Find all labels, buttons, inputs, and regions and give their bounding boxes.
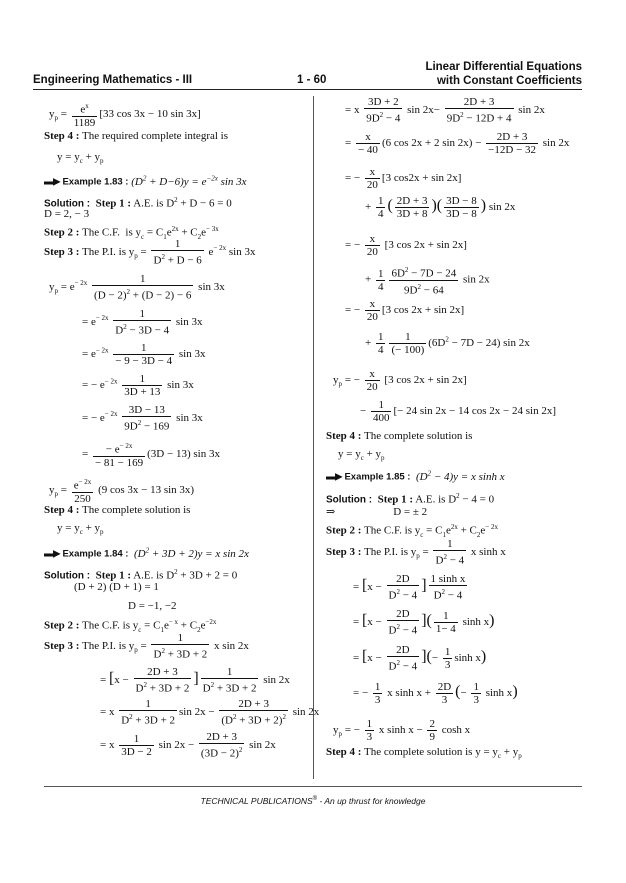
step-2-cf-c: Step 2 : The C.F. is $y_c = C_1e^{2x} + C_2e^{- 2x}$ xyxy=(326,523,498,539)
eq-r-5: = − $\frac{x}{20}$ [3 cos 2x + sin 2x] xyxy=(345,233,467,258)
footer-brand: TECHNICAL PUBLICATIONS xyxy=(200,796,313,806)
header-rule xyxy=(33,89,582,90)
running-header-chapter-title xyxy=(425,60,582,88)
chapter-title-line-2: with Constant Coefficients xyxy=(436,75,582,87)
eq-r-15: $y_p$ = − $\frac{1}{3}$ x sinh x − $\frac{2}{9}$ cosh x xyxy=(333,718,471,743)
eq-pi-expand: = x $\frac{1}{D^2 + 3D + 2}$ sin 2x − $\frac{2D + 3}{(D^2 + 3D + 2)^2}$ sin 2x xyxy=(100,698,320,727)
eq-roots: D = 2, − 3 xyxy=(44,208,90,220)
eq-r-3: = − $\frac{x}{20}$ [3 cos2x + sin 2x] xyxy=(345,166,462,191)
step-4-final-c: Step 4 : The complete solution is $y = y_c + y_p$ xyxy=(326,746,522,761)
eq-simplify-4: = − $e^{- 2x}$ $\frac{3D - 13}{9D^2 - 169}$ sin 3x xyxy=(82,404,203,433)
eq-pi-formula: = [x − $\frac{2D + 3}{D^2 + 3D + 2}$ ] $\frac{1}{D^2 + 3D + 2}$ sin 2x xyxy=(100,666,290,695)
eq-simplify-5: = $\frac{- e^{- 2x}}{- 81 - 169}$ (3D − 13) sin 3x xyxy=(82,442,220,469)
chapter-title-line-1: Linear Differential Equations xyxy=(425,61,582,73)
step-3-pi: Step 3 : The P.I. is $y_p$ = $\frac{1}{D^2 + D - 6}$ $e^{- 2x}$ sin 3x xyxy=(44,238,256,267)
example-1-84: ▬▶ Example 1.84 : $(D^2 + 3D + 2)y = x$ sin 2x xyxy=(44,546,249,560)
eq-r-14: = − $\frac{1}{3}$ x sinh x + $\frac{2D}{3}$ (− $\frac{1}{3}$ sinh x) xyxy=(353,681,518,706)
footer-rule xyxy=(44,786,582,787)
solution-step-1-c: Solution : Step 1 : A.E. is $D^2 - 4 = 0$ xyxy=(326,492,495,506)
eq-complete-solution: $y = y_c + y_p$ xyxy=(57,522,104,537)
eq-yp-final: $y_p$ = $\frac{e^{- 2x}}{250}$ (9 cos 3x − 13 sin 3x) xyxy=(49,478,195,505)
eq-simplify-1: = $e^{- 2x}$ $\frac{1}{D^2 - 3D - 4}$ sin 3x xyxy=(82,308,203,337)
eq-r-10: − $\frac{1}{400}$ [− 24 sin 2x − 14 cos 2x − 24 sin 2x] xyxy=(360,399,556,424)
eq-roots-c: ⇒ D = ± 2 xyxy=(326,506,428,518)
step-3-pi-c: Step 3 : The P.I. is $y_p$ = $\frac{1}{D^2 - 4}$ x sinh x xyxy=(326,538,506,567)
eq-r-1: = x $\frac{3D + 2}{9D^2 - 4}$ sin 2x− $\frac{2D + 3}{9D^2 - 12D + 4}$ sin 2x xyxy=(345,96,545,125)
eq-r-8: + $\frac{1}{4}$ $\frac{1}{(- 100)}$ $(6D^2 - 7D - 24)$ sin 2x xyxy=(365,331,530,356)
example-1-83: ▬▶ Example 1.83 : $(D^2 + D-6)y = e^{-2x}$ sin 3x xyxy=(44,174,247,188)
eq-r-6: + $\frac{1}{4}$ $\frac{6D^2 - 7D - 24}{9D^2 - 64}$ sin 2x xyxy=(365,266,490,297)
eq-yp-result: $y_p$ = $\frac{e^x}{1189}$ [33 cos 3x − 10 sin 3x] xyxy=(49,102,201,129)
eq-shift: $y_p = e^{- 2x}$ $\frac{1}{(D - 2)^2 + (D - 2) - 6}$ sin 3x xyxy=(49,273,225,302)
example-1-85: ▬▶ Example 1.85 : $(D^2 - 4)y = x$ sinh x xyxy=(326,469,505,483)
eq-simplify-2: = $e^{- 2x}$ $\frac{1}{- 9 - 3D - 4}$ sin 3x xyxy=(82,342,206,367)
footer xyxy=(0,796,626,806)
step-2-cf-b: Step 2 : The C.F. is $y_c = C_1e^{- x} + C_2e^{-2x}$ xyxy=(44,618,217,634)
footer-tagline: - An up thrust for knowledge xyxy=(317,796,426,806)
eq-r-13: = [x − $\frac{2D}{D^2 - 4}$ ](− $\frac{1}{3}$ sinh x) xyxy=(353,644,487,673)
step-4-complete: Step 4 : The complete solution is xyxy=(44,504,191,516)
eq-r-9: $y_p$ = − $\frac{x}{20}$ [3 cos 2x + sin 2x] xyxy=(333,368,467,393)
step-2-cf: Step 2 : The C.F. is $y_c = C_1e^{2x} + C_2e^{- 3x}$ xyxy=(44,225,219,241)
step-4-heading: Step 4 : The required complete integral is xyxy=(44,130,229,142)
step-4-complete-r: Step 4 : The complete solution is xyxy=(326,430,473,442)
eq-r-11: = [x − $\frac{2D}{D^2 - 4}$ ] $\frac{\text{1 sinh x}}{D^2 - 4}$ xyxy=(353,573,466,602)
eq-general-solution: $y = y_c + y_p$ xyxy=(57,151,104,166)
eq-r-2: = $\frac{x}{- 40}$ (6 cos 2x + 2 sin 2x) − $\frac{2D + 3}{-12D - 32}$ sin 2x xyxy=(345,131,570,156)
footer-registered-mark: ® xyxy=(312,796,318,803)
eq-pi-substitute: = x $\frac{1}{3D - 2}$ sin 2x − $\frac{2D + 3}{(3D - 2)^2}$ sin 2x xyxy=(100,731,276,760)
eq-r-4: + $\frac{1}{4}$ ( $\frac{2D + 3}{3D + 8}$ )( $\frac{3D - 8}{3D - 8}$ ) sin 2x xyxy=(365,195,516,220)
running-header-book-title: Engineering Mathematics - III xyxy=(33,74,193,86)
eq-r-12: = [x − $\frac{2D}{D^2 - 4}$ ]( $\frac{1}{1- 4}$ sinh x) xyxy=(353,608,495,637)
step-3-pi-b: Step 3 : The P.I. is $y_p$ = $\frac{1}{D^2 + 3D + 2}$ x sin 2x xyxy=(44,632,249,661)
eq-factored: (D + 2) (D + 1) = 1 xyxy=(74,581,159,593)
column-divider xyxy=(313,96,314,779)
solution-step-1-b: Solution : Step 1 : A.E. is $D^2 + 3D + 2 = 0$ xyxy=(44,568,238,582)
page-number: 1 - 60 xyxy=(297,74,327,86)
eq-simplify-3: = − $e^{- 2x}$ $\frac{1}{3D + 13}$ sin 3x xyxy=(82,373,194,398)
eq-roots-b: D = −1, −2 xyxy=(128,600,177,612)
solution-step-1: Solution : Step 1 : A.E. is $D^2 + D - 6 = 0$ xyxy=(44,196,232,210)
eq-r-7: = − $\frac{x}{20}$ [3 cos 2x + sin 2x] xyxy=(345,298,465,323)
eq-complete-solution-r: $y = y_c + y_p$ xyxy=(338,448,385,463)
